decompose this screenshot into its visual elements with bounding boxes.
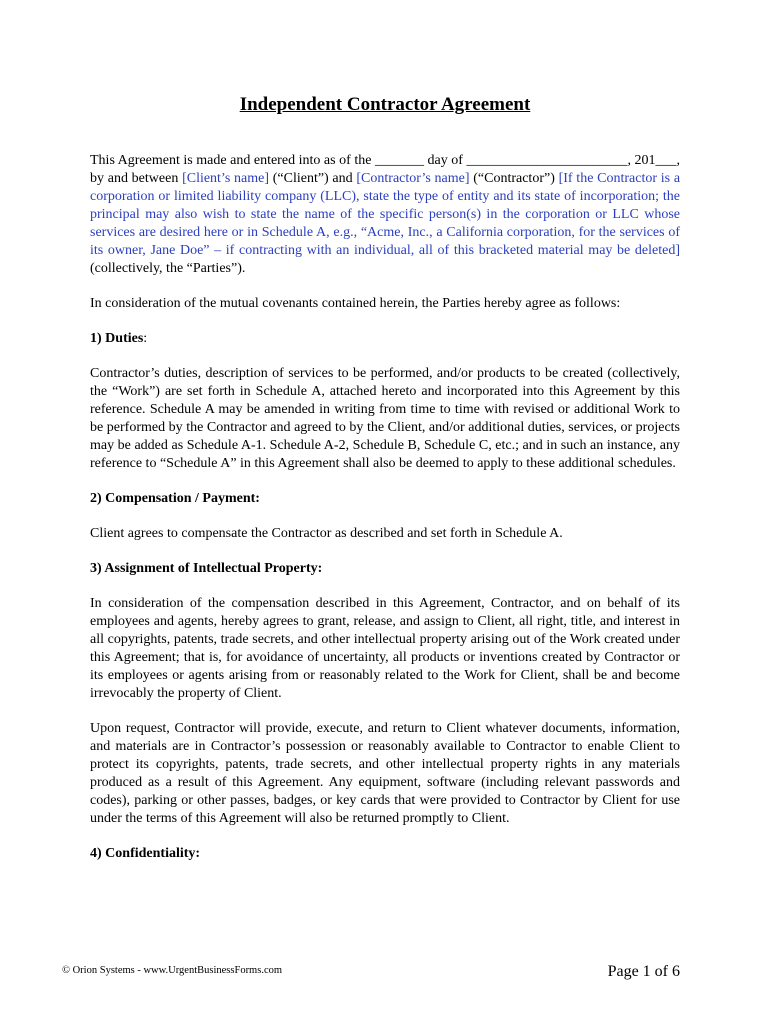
section-heading-intellectual-property	[90, 560, 680, 578]
intro-text-4: (collectively, the “Parties”).	[90, 261, 246, 276]
client-name-placeholder: [Client’s name]	[182, 171, 269, 186]
section-title: Assignment of Intellectual Property:	[104, 561, 323, 576]
section-title: Confidentiality:	[105, 846, 201, 861]
section-heading-duties	[90, 330, 680, 348]
section-title: Duties	[105, 331, 144, 346]
consideration-paragraph: In consideration of the mutual covenants contained herein, the Parties hereby agree as follows:	[90, 296, 621, 311]
compensation-paragraph: Client agrees to compensate the Contractor as described and set forth in Schedule A.	[90, 526, 563, 541]
duties-paragraph: Contractor’s duties, description of services to be performed, and/or products to be created (collectively, the “Work”) are set forth in Schedule A, attached hereto and incorporated into this Agreement by this reference. Schedule A may be amended in writing from time to time with revised or additional Work to be performed by the Contractor and agreed to by the Client, and/or additional duties, services, or projects may be added as Schedule A-1. Schedule A-2, Schedule B, Schedule C, etc.; and in such an instance, any reference to “Schedule A” in this Agreement shall also be deemed to apply to these additional schedules.	[90, 366, 680, 471]
section-heading-confidentiality	[90, 845, 680, 863]
section-number: 2)	[90, 491, 106, 506]
document-body	[90, 152, 680, 880]
section-title: Compensation / Payment:	[105, 491, 260, 506]
page-number: Page 1 of 6	[607, 963, 680, 980]
section-number: 1)	[90, 331, 106, 346]
intro-text-3: (“Contractor”)	[469, 171, 559, 186]
intro-paragraph	[90, 152, 680, 278]
ip-return-paragraph: Upon request, Contractor will provide, execute, and return to Client whatever documents, information, and materials are in Contractor’s possession or reasonably available to Contractor to enable Client to protect its copyrights, patents, trade secrets, and other intellectual property rights in any materials produced as a result of this Agreement. Any equipment, software (including relevant passwords and codes), parking or other passes, badges, or key cards that were provided to Contractor by Client for use under the terms of this Agreement will also be returned promptly to Client.	[90, 721, 680, 826]
footer-copyright: © Orion Systems - www.UrgentBusinessForms.com	[62, 965, 283, 976]
intro-text-1: This Agreement is made and entered into as of the _______ day of _______________________, 201___, by and between	[90, 153, 680, 186]
section-heading-compensation	[90, 490, 680, 508]
section-number: 3)	[90, 561, 105, 576]
section-title-colon: :	[143, 331, 148, 346]
ip-assignment-paragraph: In consideration of the compensation described in this Agreement, Contractor, and on behalf of its employees and agents, hereby agrees to grant, release, and assign to Client, all right, title, and interest in all copyrights, patents, trade secrets, and other intellectual property arising out of the Work created under this Agreement; that is, for avoidance of uncertainty, all products or inventions created by Contractor or its employees or agents arising from or reasonably related to the Work for Client, shall be and become irrevocably the property of Client.	[90, 596, 680, 701]
bracketed-instructions: [If the Contractor is a corporation or limited liability company (LLC), state the type of entity and its state of incorporation; the principal may also wish to state the name of the specific person(s) in the corporation or LLC whose services are desired here or in Schedule A, e.g., “Acme, Inc., a California corporation, for the services of its owner, Jane Doe” – if contracting with an individual, all of this bracketed material may be deleted]	[90, 171, 681, 258]
intro-text-2: (“Client”) and	[269, 171, 357, 186]
document-title: Independent Contractor Agreement	[239, 94, 531, 115]
section-number: 4)	[90, 846, 106, 861]
contractor-name-placeholder: [Contractor’s name]	[356, 171, 470, 186]
